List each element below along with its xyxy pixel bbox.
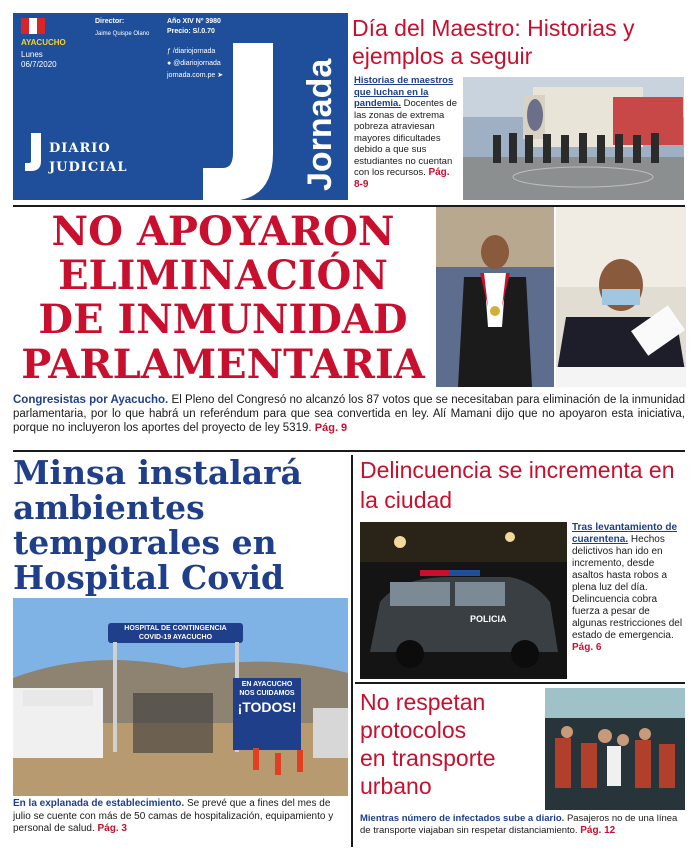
divider [13, 450, 685, 452]
facebook-icon: ƒ [167, 48, 171, 55]
minsa-kicker: En la explanada de establecimiento. [13, 798, 185, 809]
minsa-headline[interactable]: Minsa instalará ambientes temporales en Hospital Covid [13, 453, 302, 597]
brand-vertical: Jornada [301, 58, 339, 191]
twitter-icon: ● [167, 60, 172, 67]
main-deck [13, 393, 685, 435]
maestro-photo [463, 77, 684, 200]
cursor-icon: ➤ [217, 72, 224, 79]
delincuencia-kicker: Tras levantamiento de cuarentena. [572, 522, 678, 545]
diario-label: DIARIO [49, 141, 111, 156]
judicial-j-icon [23, 131, 45, 173]
divider [355, 682, 685, 684]
maestro-page[interactable]: Pág. 8-9 [354, 167, 450, 190]
transporte-body: Pasajeros no de una línea de transporte viajaban sin respetar distanciamiento. [360, 813, 678, 836]
masthead-date: 06/7/2020 [21, 60, 57, 69]
minsa-photo [13, 598, 348, 796]
transporte-deck [360, 813, 685, 836]
masthead-day: Lunes [21, 50, 43, 59]
congress-photo-2 [556, 207, 686, 387]
price: Precio: S/.0.70 [167, 28, 215, 35]
main-kicker: Congresistas por Ayacucho. [13, 394, 169, 406]
police-photo [360, 522, 567, 679]
minsa-body: Se prevé que a fines del mes de julio se cuente con más de 50 camas de hospitalización, equipamiento y personal de salud. [13, 798, 334, 834]
congress-photo-1 [436, 207, 554, 387]
transporte-page[interactable]: Pág. 12 [580, 824, 616, 836]
year-number: Año XIV Nº 3980 [167, 18, 221, 25]
delincuencia-page[interactable]: Pág. 6 [572, 642, 602, 653]
delincuencia-body: Hechos delictivos han ido en incremento, desde asaltos hasta robos a plena luz del día. Delincuencia cobra fuerza a pesar de algunas restricciones del estado de emergencia. [572, 534, 683, 641]
peru-flag-icon [21, 18, 45, 34]
main-body: El Pleno del Congresó no alcanzó los 87 votos que se necesitaban para eliminación de la inmunidad parlamentaria, por lo que habrá un referéndum para que sea convertida en ley. Alí Mamani dijo que no apoyaron esta iniciativa, porque no incluyeron los aportes del proyecto de ley 5319. [13, 394, 685, 434]
director-name: Jaime Quispe Olano [95, 31, 150, 37]
twitter-link[interactable]: ● @diariojornada [167, 60, 221, 67]
maestro-deck [354, 75, 460, 190]
maestro-headline[interactable]: Día del Maestro: Historias y ejemplos a seguir [352, 15, 635, 69]
director-label: Director: [95, 18, 125, 25]
main-headline[interactable]: NO APOYARON ELIMINACIÓN DE INMUNIDAD PARLAMENTARIA [21, 208, 425, 388]
bus-photo [545, 688, 685, 810]
police-label: POLICIA [470, 614, 507, 624]
website-link[interactable]: jornada.com.pe ➤ [167, 72, 224, 79]
maestro-body: Docentes de las zonas de extrema pobreza atraviesan mayores dificultades debido a que sus estudiantes no cuentan con los recursos. [354, 98, 457, 178]
masthead-city: AYACUCHO [21, 38, 66, 47]
judicial-label: JUDICIAL [49, 160, 128, 175]
maestro-kicker: Historias de maestros que luchan en la pandemia. [354, 75, 454, 109]
transporte-headline[interactable]: No respetan protocolos en transporte urbano [360, 689, 496, 799]
facebook-link[interactable]: ƒ /diariojornada [167, 48, 216, 55]
minsa-deck [13, 798, 348, 836]
main-page[interactable]: Pág. 9 [314, 422, 348, 434]
banner: EN AYACUCHO NOS CUIDAMOS ¡TODOS! [237, 681, 297, 715]
masthead [13, 13, 348, 200]
minsa-page[interactable]: Pág. 3 [97, 823, 127, 834]
delincuencia-deck [572, 522, 685, 654]
transporte-kicker: Mientras número de infectados sube a diario. [360, 813, 565, 824]
delincuencia-headline[interactable]: Delincuencia se incrementa en la ciudad [360, 457, 675, 513]
column-divider [351, 455, 353, 847]
hospital-sign: HOSPITAL DE CONTINGENCIA COVID-19 AYACUCHO [124, 625, 227, 641]
